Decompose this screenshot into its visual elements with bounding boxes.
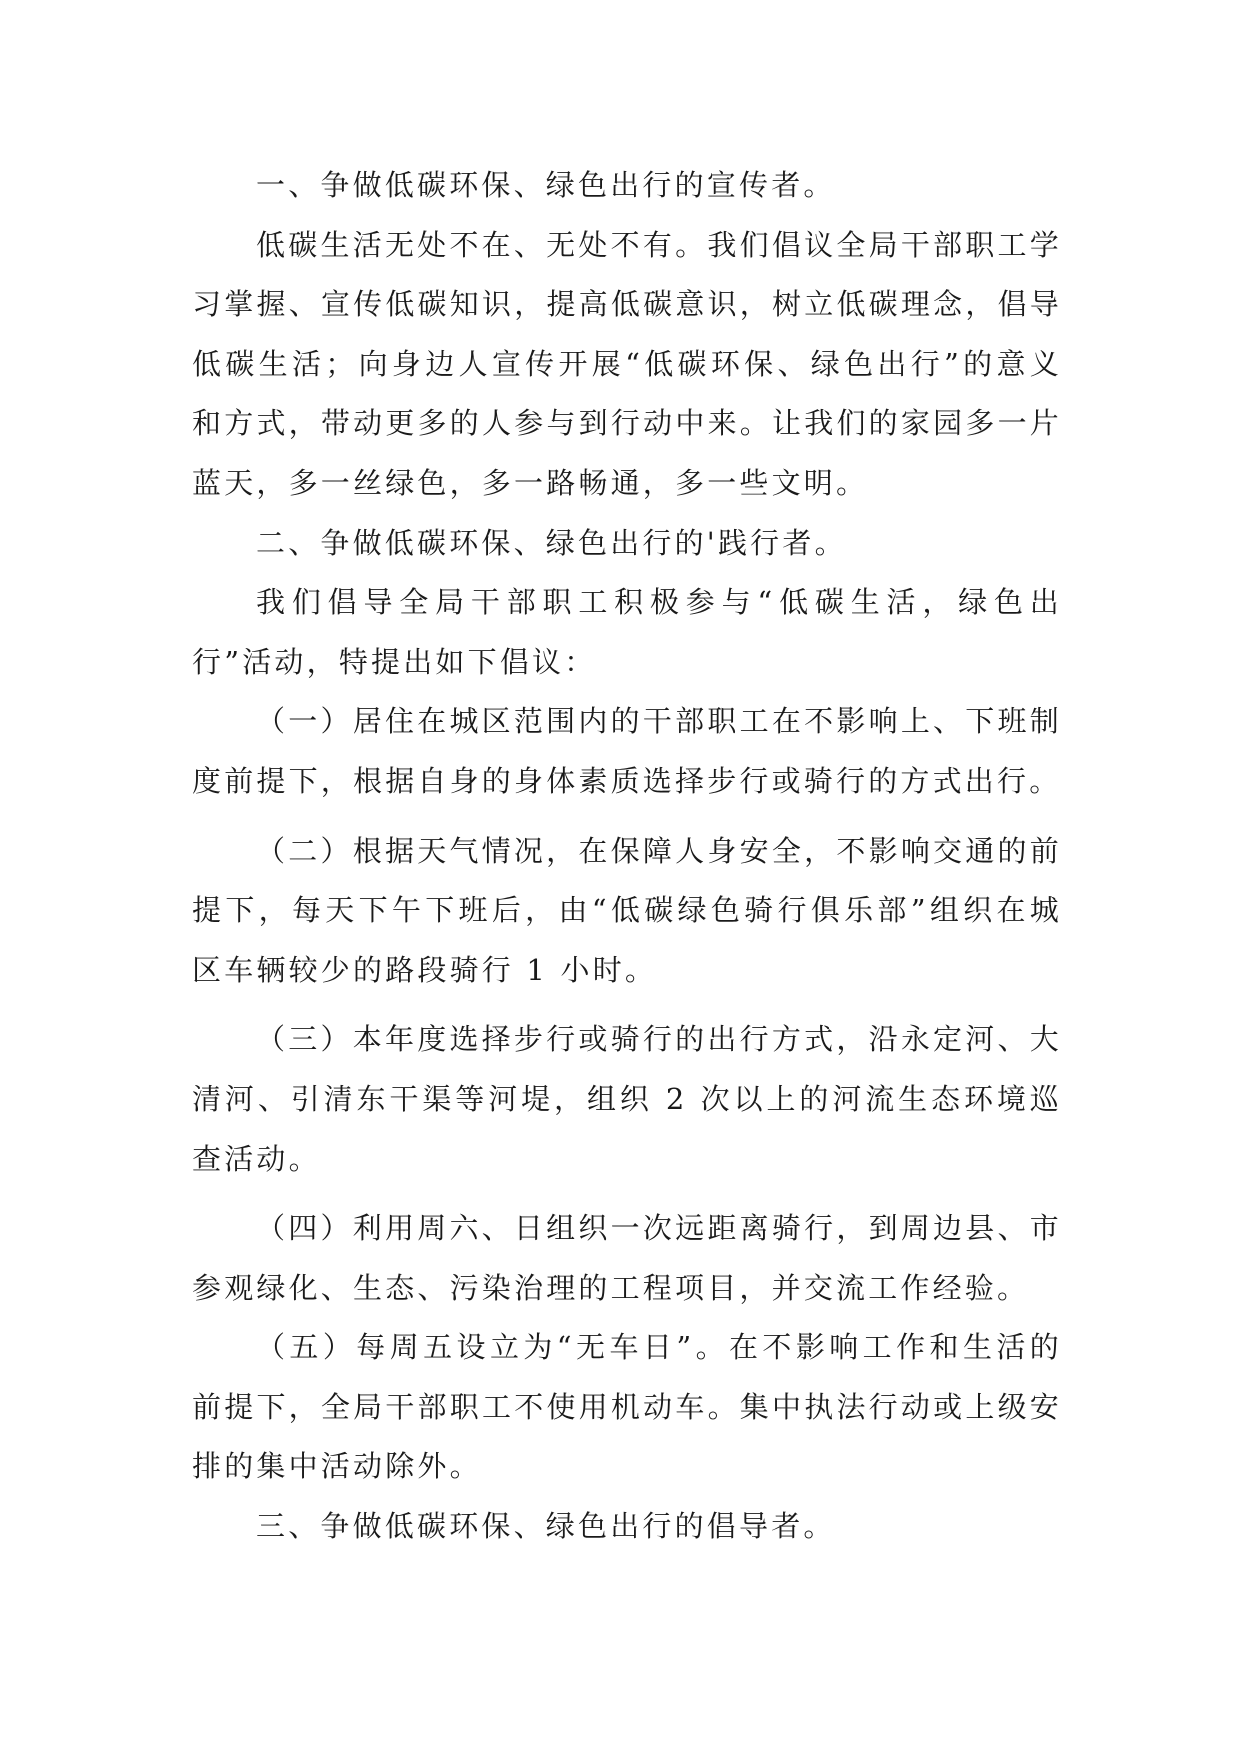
section-heading-2: 二、争做低碳环保、绿色出行的'践行者。 (256, 525, 847, 560)
document-body (192, 156, 1062, 1557)
initiative-item-3: （三）本年度选择步行或骑行的出行方式，沿永定河、大清河、引清东干渠等河堤，组织 2 次以上的河流生态环境巡查活动。 (192, 1022, 1062, 1176)
paragraph-initiative-intro: 我们倡导全局干部职工积极参与“低碳生活，绿色出行”活动，特提出如下倡议： (192, 585, 1062, 679)
initiative-item-5: （五）每周五设立为“无车日”。在不影响工作和生活的前提下，全局干部职工不使用机动车。集中执法行动或上级安排的集中活动除外。 (192, 1330, 1062, 1484)
initiative-item-4: （四）利用周六、日组织一次远距离骑行，到周边县、市参观绿化、生态、污染治理的工程项目，并交流工作经验。 (192, 1211, 1062, 1305)
initiative-item-2: （二）根据天气情况，在保障人身安全，不影响交通的前提下，每天下午下班后，由“低碳绿色骑行俱乐部”组织在城区车辆较少的路段骑行 1 小时。 (192, 833, 1062, 987)
section-heading-3: 三、争做低碳环保、绿色出行的倡导者。 (256, 1509, 836, 1544)
initiative-item-1: （一）居住在城区范围内的干部职工在不影响上、下班制度前提下，根据自身的身体素质选择步行或骑行的方式出行。 (192, 704, 1062, 798)
section-heading-1: 一、争做低碳环保、绿色出行的宣传者。 (256, 168, 836, 202)
paragraph-low-carbon-intro: 低碳生活无处不在、无处不有。我们倡议全局干部职工学习掌握、宣传低碳知识，提高低碳意识，树立低碳理念，倡导低碳生活；向身边人宣传开展“低碳环保、绿色出行”的意义和方式，带动更多的人参与到行动中来。让我们的家园多一片蓝天，多一丝绿色，多一路畅通，多一些文明。 (192, 227, 1062, 500)
